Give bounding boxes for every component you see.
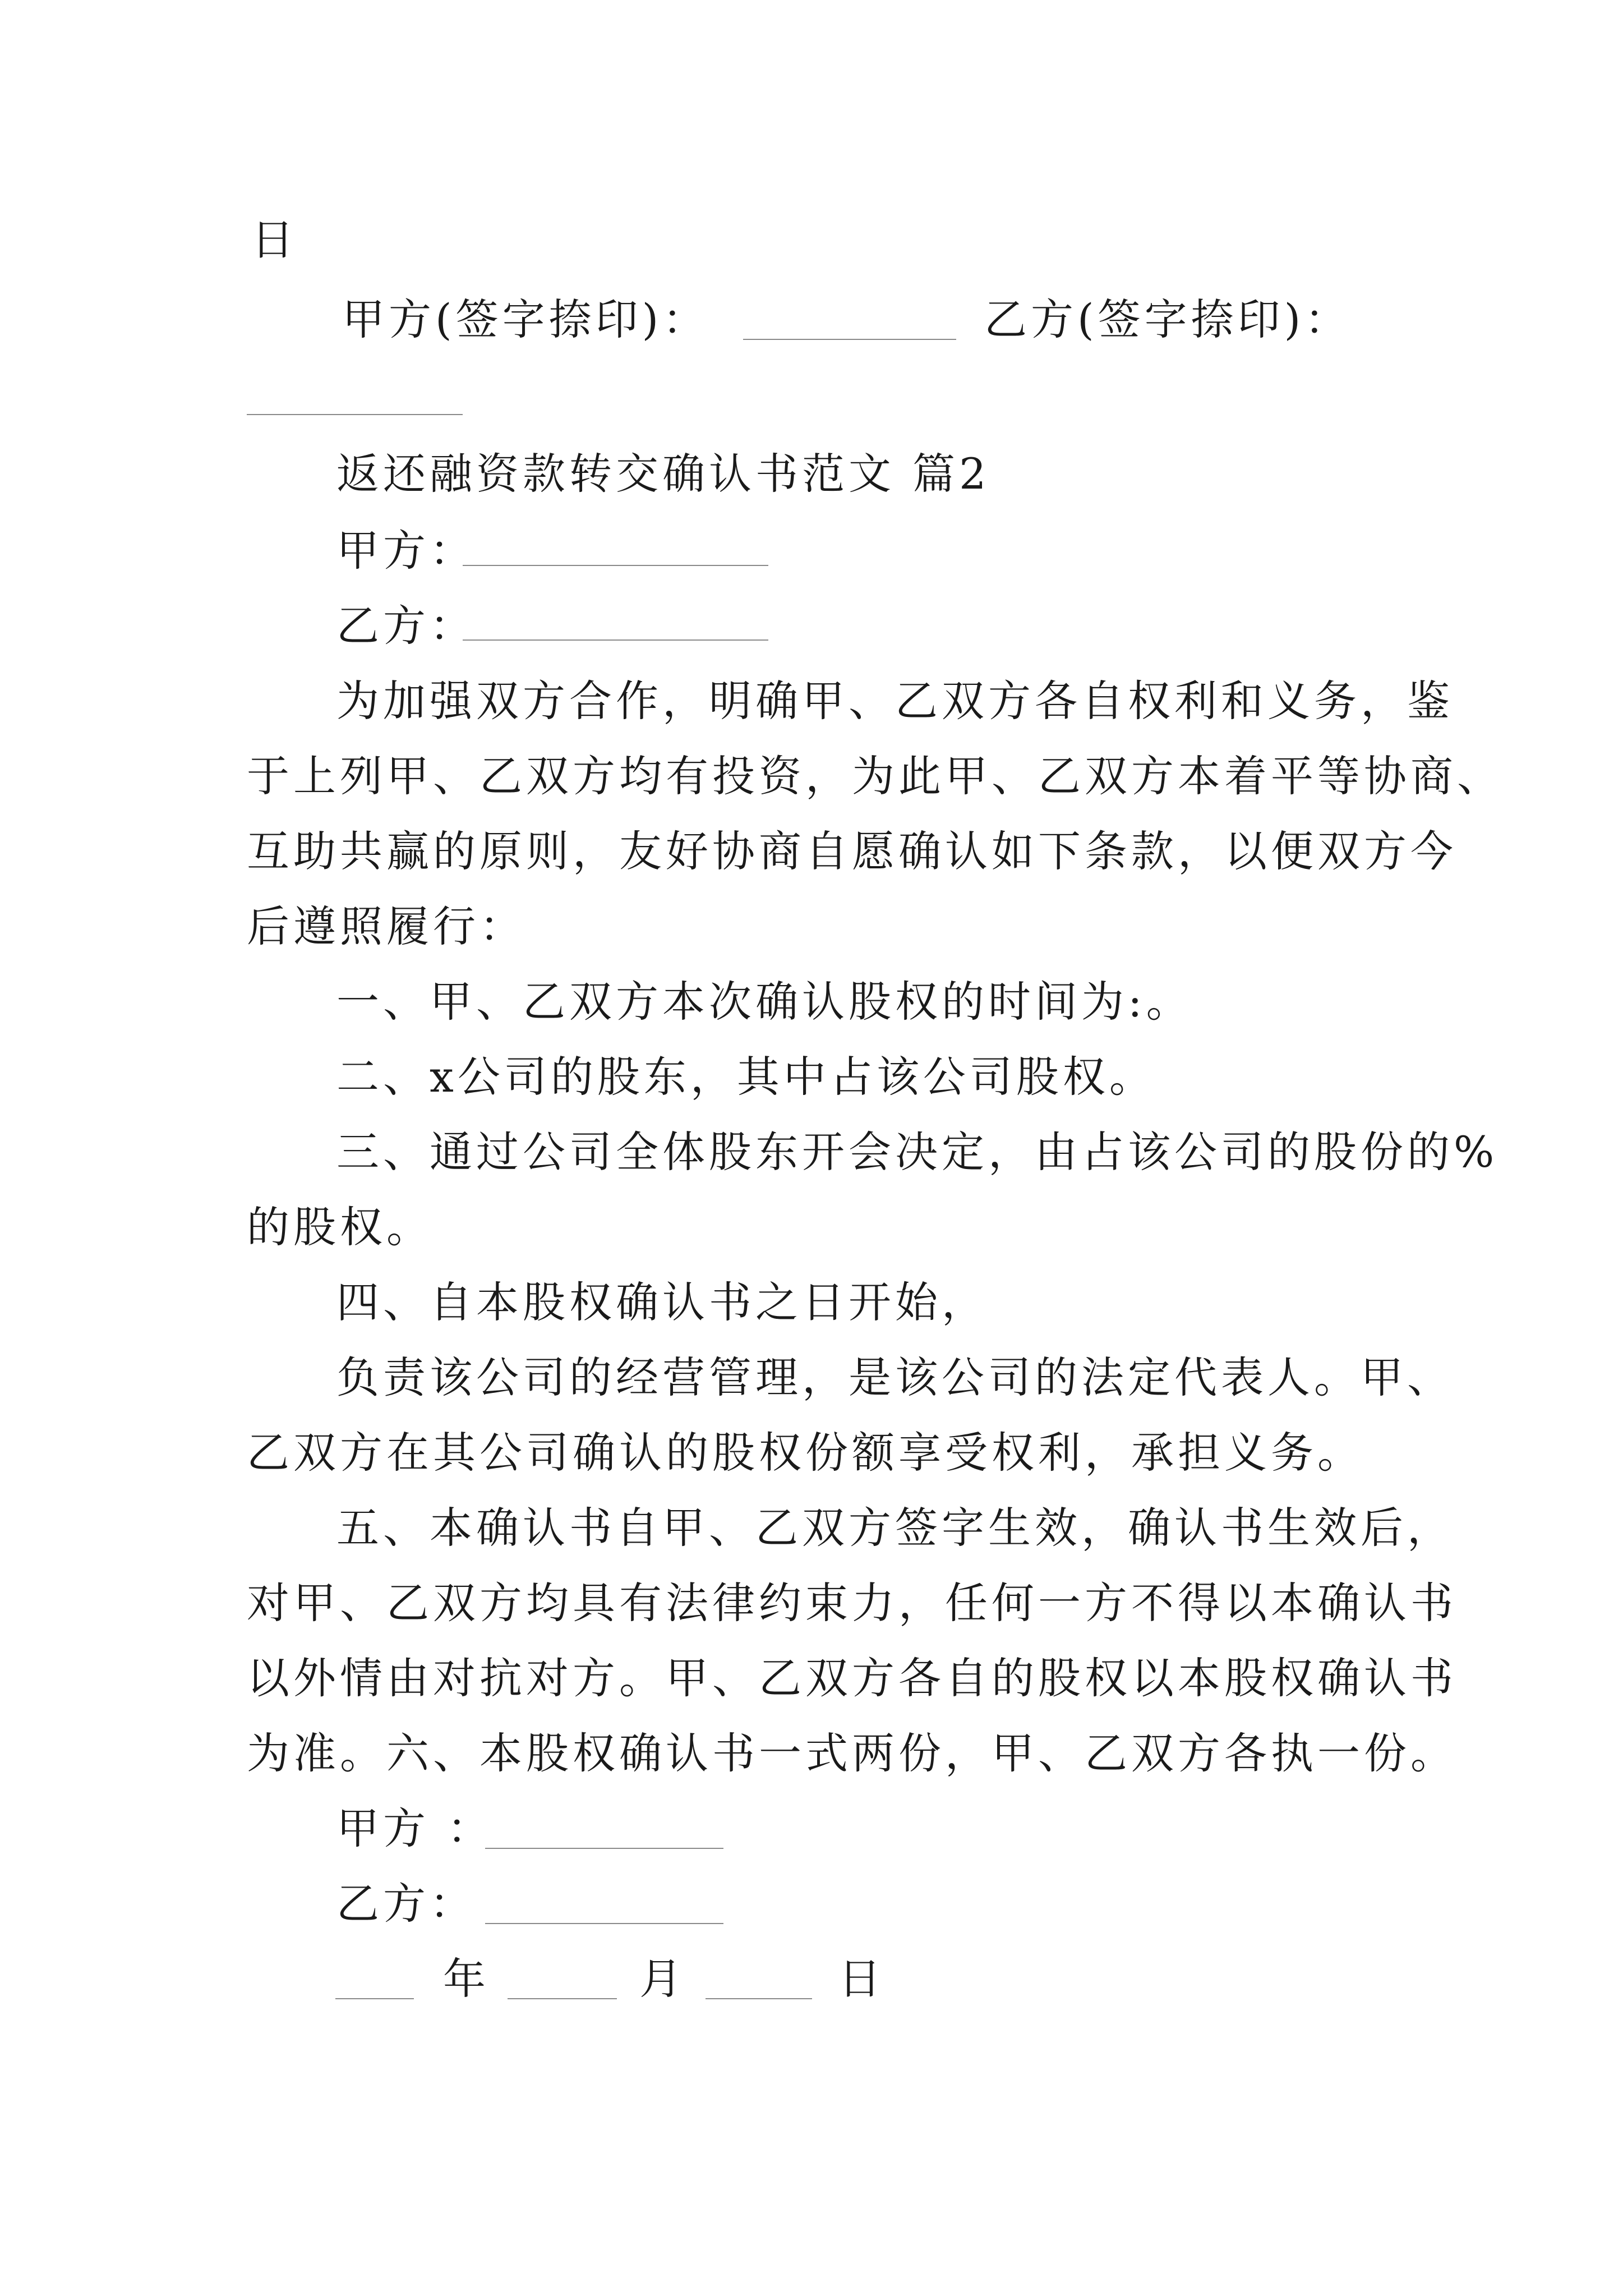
management-line: 负责该公司的经营管理，是该公司的法定代表人。甲、 <box>336 1352 1454 1402</box>
month-label: 月 <box>639 1954 686 2004</box>
intro-line: 于上列甲、乙双方均有投资，为此甲、乙双方本着平等协商、 <box>247 751 1504 801</box>
day-label: 日 <box>838 1954 885 2004</box>
signature-party-b-label: 乙方： <box>336 1879 476 1929</box>
intro-line: 为加强双方合作，明确甲、乙双方各自权利和义务，鉴 <box>336 676 1454 726</box>
signature-party-a-label: 甲方 ： <box>336 1803 494 1853</box>
party-a-blank <box>463 565 768 566</box>
year-blank <box>335 1998 414 1999</box>
month-blank <box>508 1998 617 1999</box>
intro-line: 互助共赢的原则，友好协商自愿确认如下条款，以便双方今 <box>247 826 1457 876</box>
top-fragment: 日 <box>251 215 298 265</box>
clause-1: 一、甲、乙双方本次确认股权的时间为:。 <box>336 977 1193 1027</box>
intro-line: 后遵照履行： <box>247 901 526 951</box>
party-b-signature-blank <box>247 414 463 415</box>
party-b-label: 乙方： <box>336 601 476 651</box>
clause-3-line: 三、通过公司全体股东开会决定，由占该公司的股份的% <box>336 1127 1498 1177</box>
document-title: 返还融资款转交确认书范文 篇2 <box>336 449 990 499</box>
clause-5-line: 为准。六、本股权确认书一式两份，甲、乙双方各执一份。 <box>247 1728 1457 1778</box>
clause-5-line: 五、本确认书自甲、乙双方签字生效，确认书生效后， <box>336 1503 1454 1553</box>
signature-party-b-blank <box>485 1923 723 1924</box>
clause-2: 二、x公司的股东，其中占该公司股权。 <box>336 1052 1156 1102</box>
signature-party-a-blank <box>485 1848 723 1849</box>
clause-4: 四、自本股权确认书之日开始， <box>336 1277 988 1327</box>
party-a-signature-blank <box>743 339 956 340</box>
day-blank <box>706 1998 812 1999</box>
year-label: 年 <box>443 1954 490 2004</box>
party-b-signature-label: 乙方(签字捺印)： <box>984 295 1352 344</box>
party-b-blank <box>463 639 768 641</box>
management-line: 乙双方在其公司确认的股权份额享受权利，承担义务。 <box>247 1428 1364 1478</box>
party-a-label: 甲方： <box>336 526 476 576</box>
clause-5-line: 以外情由对抗对方。甲、乙双方各自的股权以本股权确认书 <box>247 1653 1457 1703</box>
clause-5-line: 对甲、乙双方均具有法律约束力，任何一方不得以本确认书 <box>247 1578 1457 1628</box>
party-a-signature-label: 甲方(签字捺印)： <box>342 295 709 344</box>
clause-3-line: 的股权。 <box>247 1202 433 1252</box>
